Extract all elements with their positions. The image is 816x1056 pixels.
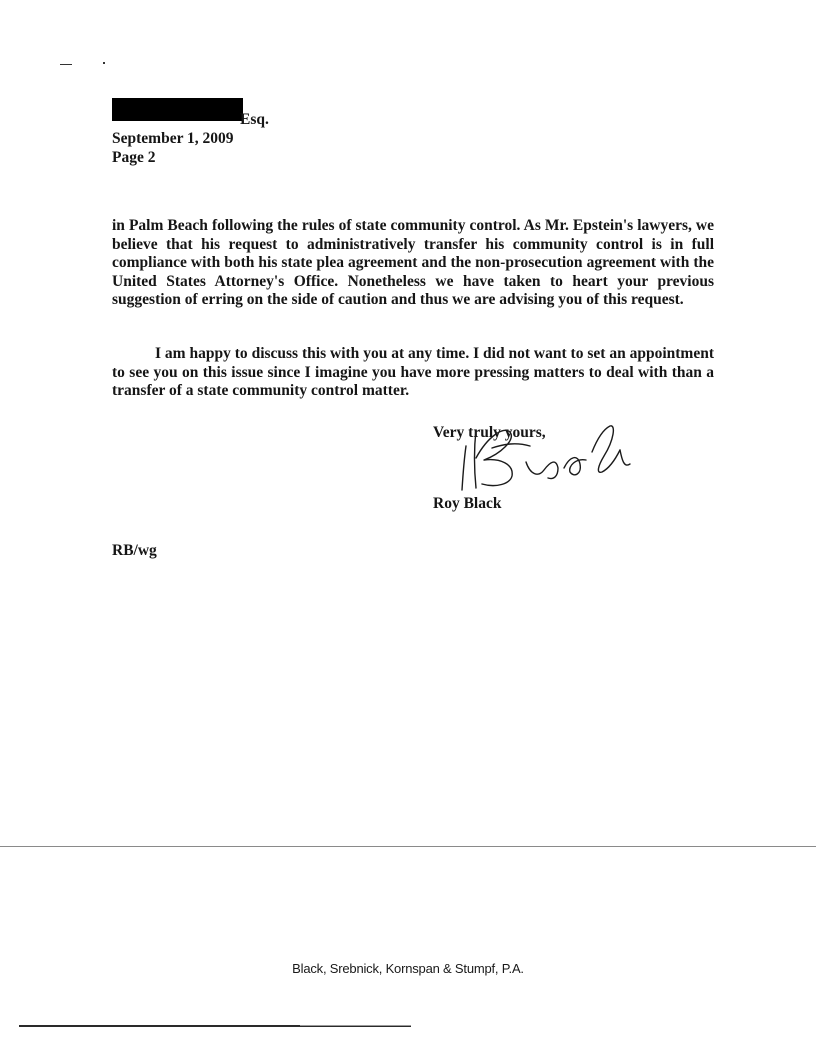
typist-initials: RB/wg	[112, 542, 157, 559]
recipient-suffix: Esq.	[240, 111, 269, 128]
redaction-bar	[112, 98, 243, 121]
closing-salutation: Very truly yours,	[433, 424, 546, 441]
bottom-rule-fade	[300, 1025, 411, 1026]
firm-name: Black, Srebnick, Kornspan & Stumpf, P.A.	[292, 961, 524, 976]
letter-date: September 1, 2009	[112, 130, 234, 147]
recipient-line	[240, 96, 512, 129]
scan-speck	[103, 62, 105, 64]
body-paragraph-1: in Palm Beach following the rules of state community control. As Mr. Epstein's lawyers, we believe that his request to administratively transfer his community control is in full compliance with both his state plea agreement and the non-prosecution agreement with the United States Attorney's Office. Nonetheless we have taken to heart your previous suggestion of erring on the side of caution and thus we are advising you of this request.	[112, 217, 714, 308]
page-number: Page 2	[112, 149, 156, 166]
scan-speck	[60, 64, 72, 65]
footer-divider	[0, 846, 816, 847]
handwritten-signature	[452, 418, 652, 498]
body-paragraph-2: I am happy to discuss this with you at any time. I did not want to set an appointment to see you on this issue since I imagine you have more pressing matters to deal with than a transfer of a state community control matter.	[112, 345, 714, 399]
signer-name: Roy Black	[433, 495, 502, 512]
letter-header	[112, 96, 512, 167]
